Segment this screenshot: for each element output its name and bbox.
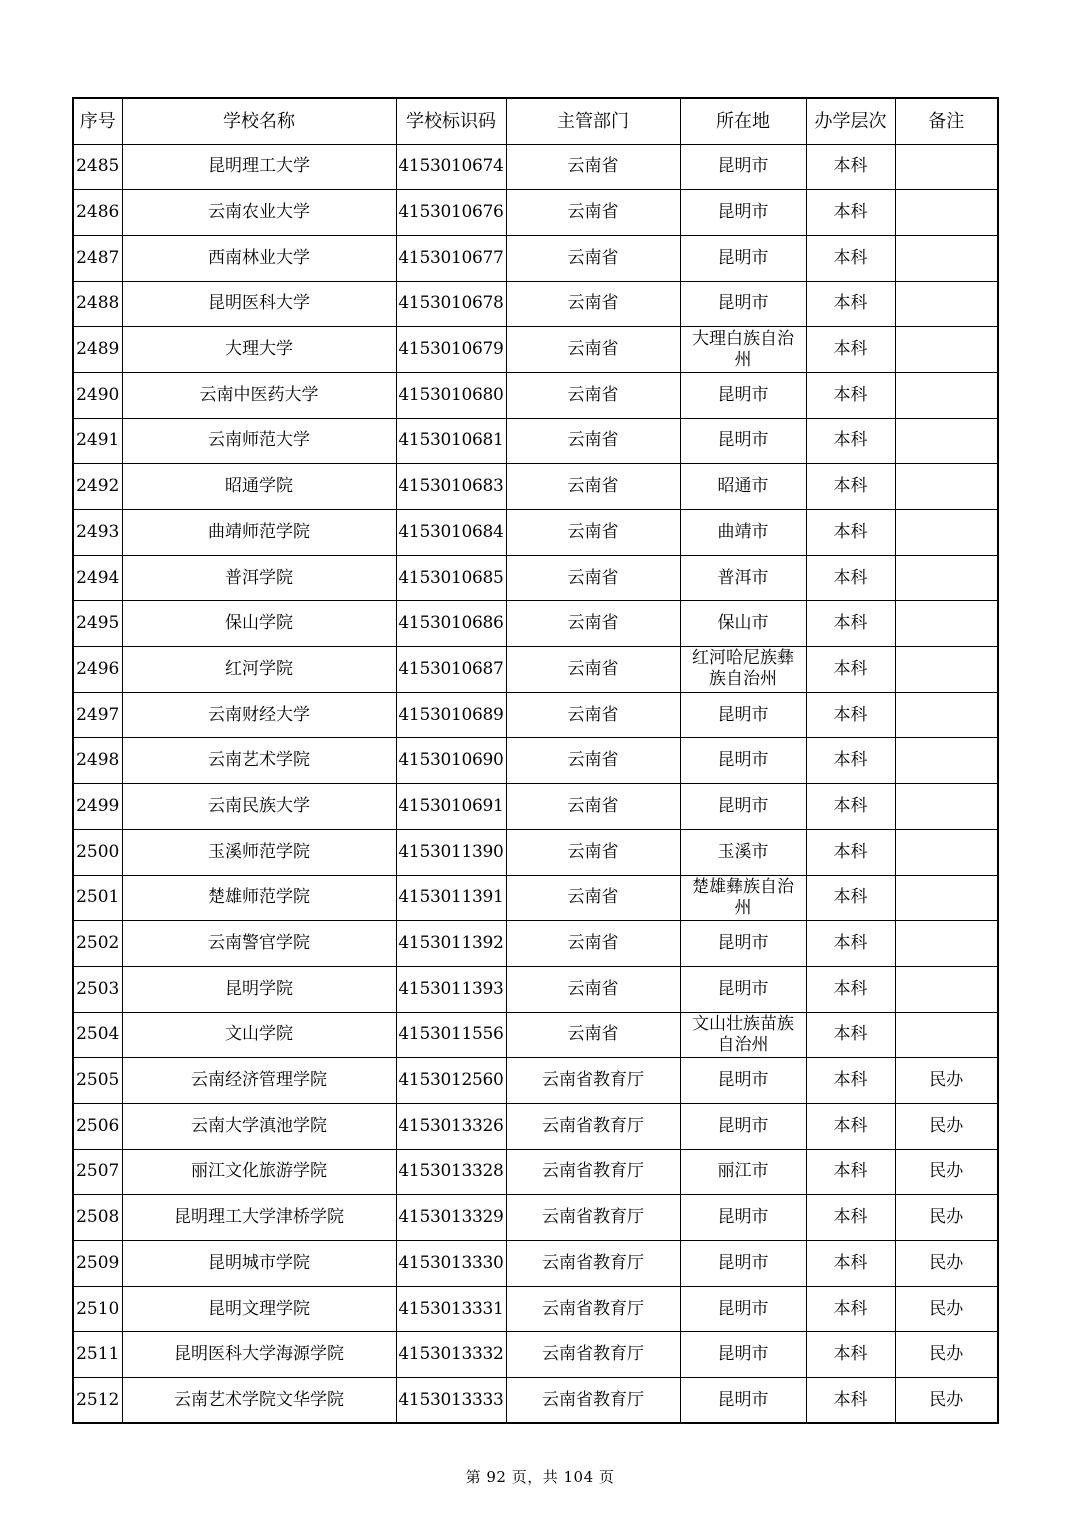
cell-location: 丽江市 — [680, 1149, 806, 1195]
cell-level: 本科 — [806, 1195, 895, 1241]
cell-remarks: 民办 — [895, 1195, 998, 1241]
cell-remarks — [895, 144, 998, 190]
cell-school-code: 4153012560 — [396, 1058, 506, 1104]
cell-level: 本科 — [806, 1241, 895, 1287]
cell-school-name: 红河学院 — [122, 647, 396, 693]
cell-index: 2494 — [73, 555, 122, 601]
cell-index: 2490 — [73, 372, 122, 418]
cell-school-code: 4153010684 — [396, 510, 506, 556]
cell-level: 本科 — [806, 692, 895, 738]
cell-remarks: 民办 — [895, 1241, 998, 1287]
cell-department: 云南省教育厅 — [506, 1378, 680, 1424]
cell-level: 本科 — [806, 281, 895, 327]
cell-remarks — [895, 921, 998, 967]
cell-school-name: 云南艺术学院 — [122, 738, 396, 784]
table-body — [73, 144, 998, 1423]
cell-department: 云南省 — [506, 784, 680, 830]
table-row — [73, 235, 998, 281]
cell-level: 本科 — [806, 510, 895, 556]
cell-school-name: 昆明城市学院 — [122, 1241, 396, 1287]
cell-index: 2485 — [73, 144, 122, 190]
cell-level: 本科 — [806, 829, 895, 875]
cell-remarks — [895, 875, 998, 921]
col-header-school-code: 学校标识码 — [396, 98, 506, 144]
cell-department: 云南省 — [506, 875, 680, 921]
location-text: 大理白族自治州 — [692, 328, 794, 370]
cell-level: 本科 — [806, 1012, 895, 1058]
cell-remarks — [895, 601, 998, 647]
cell-school-code: 4153011391 — [396, 875, 506, 921]
cell-remarks — [895, 327, 998, 373]
cell-index: 2491 — [73, 418, 122, 464]
table-row — [73, 1378, 998, 1424]
cell-school-name: 云南经济管理学院 — [122, 1058, 396, 1104]
cell-index: 2511 — [73, 1332, 122, 1378]
cell-level: 本科 — [806, 1332, 895, 1378]
cell-location: 保山市 — [680, 601, 806, 647]
cell-school-code: 4153013329 — [396, 1195, 506, 1241]
table-row — [73, 418, 998, 464]
cell-level: 本科 — [806, 921, 895, 967]
cell-level: 本科 — [806, 875, 895, 921]
cell-location: 昆明市 — [680, 235, 806, 281]
cell-school-name: 云南大学滇池学院 — [122, 1103, 396, 1149]
cell-level: 本科 — [806, 464, 895, 510]
cell-remarks — [895, 738, 998, 784]
cell-department: 云南省教育厅 — [506, 1286, 680, 1332]
location-text: 文山壮族苗族自治州 — [692, 1013, 794, 1055]
cell-remarks: 民办 — [895, 1149, 998, 1195]
cell-department: 云南省 — [506, 829, 680, 875]
table-row — [73, 510, 998, 556]
cell-department: 云南省教育厅 — [506, 1149, 680, 1195]
cell-remarks — [895, 1012, 998, 1058]
cell-location: 昆明市 — [680, 1378, 806, 1424]
cell-school-code: 4153010676 — [396, 190, 506, 236]
cell-level: 本科 — [806, 738, 895, 784]
cell-department: 云南省 — [506, 555, 680, 601]
table-row — [73, 190, 998, 236]
cell-remarks: 民办 — [895, 1286, 998, 1332]
cell-level: 本科 — [806, 1149, 895, 1195]
cell-index: 2500 — [73, 829, 122, 875]
cell-index: 2499 — [73, 784, 122, 830]
cell-level: 本科 — [806, 190, 895, 236]
cell-school-name: 昆明学院 — [122, 966, 396, 1012]
cell-school-code: 4153011390 — [396, 829, 506, 875]
cell-school-name: 楚雄师范学院 — [122, 875, 396, 921]
cell-index: 2495 — [73, 601, 122, 647]
cell-remarks — [895, 510, 998, 556]
cell-location — [680, 875, 806, 921]
cell-level: 本科 — [806, 1058, 895, 1104]
cell-school-name: 昭通学院 — [122, 464, 396, 510]
col-header-remarks: 备注 — [895, 98, 998, 144]
cell-department: 云南省 — [506, 281, 680, 327]
cell-location: 昆明市 — [680, 1332, 806, 1378]
cell-location: 昆明市 — [680, 281, 806, 327]
cell-school-code: 4153013333 — [396, 1378, 506, 1424]
cell-department: 云南省 — [506, 190, 680, 236]
cell-department: 云南省 — [506, 738, 680, 784]
table-row — [73, 784, 998, 830]
page-footer: 第 92 页，共 104 页 — [465, 1468, 615, 1486]
cell-index: 2498 — [73, 738, 122, 784]
cell-level: 本科 — [806, 235, 895, 281]
cell-location: 玉溪市 — [680, 829, 806, 875]
cell-remarks — [895, 464, 998, 510]
cell-department: 云南省教育厅 — [506, 1103, 680, 1149]
cell-department: 云南省 — [506, 921, 680, 967]
cell-school-name: 云南师范大学 — [122, 418, 396, 464]
cell-school-code: 4153010691 — [396, 784, 506, 830]
cell-school-name: 玉溪师范学院 — [122, 829, 396, 875]
cell-index: 2487 — [73, 235, 122, 281]
cell-location — [680, 327, 806, 373]
cell-department: 云南省教育厅 — [506, 1058, 680, 1104]
cell-index: 2501 — [73, 875, 122, 921]
cell-location: 昆明市 — [680, 1286, 806, 1332]
table-row — [73, 829, 998, 875]
cell-school-name: 丽江文化旅游学院 — [122, 1149, 396, 1195]
table-row — [73, 1149, 998, 1195]
cell-school-name: 普洱学院 — [122, 555, 396, 601]
cell-remarks: 民办 — [895, 1058, 998, 1104]
cell-school-name: 昆明理工大学 — [122, 144, 396, 190]
cell-school-code: 4153010689 — [396, 692, 506, 738]
cell-location: 昆明市 — [680, 921, 806, 967]
cell-location: 昆明市 — [680, 966, 806, 1012]
cell-level: 本科 — [806, 1286, 895, 1332]
cell-location — [680, 647, 806, 693]
table-row — [73, 1103, 998, 1149]
cell-remarks — [895, 190, 998, 236]
cell-school-code: 4153010680 — [396, 372, 506, 418]
header-row — [73, 98, 998, 144]
cell-school-name: 保山学院 — [122, 601, 396, 647]
cell-department: 云南省 — [506, 601, 680, 647]
cell-school-code: 4153010690 — [396, 738, 506, 784]
cell-school-name: 云南艺术学院文华学院 — [122, 1378, 396, 1424]
cell-index: 2506 — [73, 1103, 122, 1149]
cell-location: 昆明市 — [680, 1241, 806, 1287]
cell-school-name: 云南财经大学 — [122, 692, 396, 738]
cell-school-code: 4153011393 — [396, 966, 506, 1012]
cell-level: 本科 — [806, 784, 895, 830]
table-row — [73, 555, 998, 601]
cell-remarks — [895, 966, 998, 1012]
cell-index: 2505 — [73, 1058, 122, 1104]
cell-school-code: 4153011556 — [396, 1012, 506, 1058]
cell-school-name: 昆明理工大学津桥学院 — [122, 1195, 396, 1241]
cell-school-name: 大理大学 — [122, 327, 396, 373]
cell-level: 本科 — [806, 418, 895, 464]
cell-school-code: 4153013328 — [396, 1149, 506, 1195]
table-row — [73, 692, 998, 738]
table-row — [73, 464, 998, 510]
cell-index: 2492 — [73, 464, 122, 510]
cell-location: 昆明市 — [680, 738, 806, 784]
cell-index: 2493 — [73, 510, 122, 556]
cell-department: 云南省 — [506, 692, 680, 738]
cell-level: 本科 — [806, 372, 895, 418]
cell-department: 云南省 — [506, 966, 680, 1012]
cell-school-name: 文山学院 — [122, 1012, 396, 1058]
cell-index: 2488 — [73, 281, 122, 327]
cell-department: 云南省 — [506, 464, 680, 510]
schools-table — [72, 97, 999, 1424]
col-header-department: 主管部门 — [506, 98, 680, 144]
cell-school-name: 昆明医科大学海源学院 — [122, 1332, 396, 1378]
cell-index: 2507 — [73, 1149, 122, 1195]
cell-school-code: 4153013331 — [396, 1286, 506, 1332]
cell-department: 云南省 — [506, 235, 680, 281]
cell-location: 昭通市 — [680, 464, 806, 510]
table-row — [73, 1286, 998, 1332]
cell-school-name: 昆明文理学院 — [122, 1286, 396, 1332]
cell-department: 云南省 — [506, 372, 680, 418]
cell-department: 云南省 — [506, 418, 680, 464]
table-row — [73, 144, 998, 190]
cell-index: 2502 — [73, 921, 122, 967]
cell-school-code: 4153011392 — [396, 921, 506, 967]
table-row — [73, 966, 998, 1012]
cell-school-code: 4153013332 — [396, 1332, 506, 1378]
cell-department: 云南省 — [506, 144, 680, 190]
table-row — [73, 875, 998, 921]
table-row — [73, 372, 998, 418]
cell-index: 2486 — [73, 190, 122, 236]
cell-department: 云南省 — [506, 510, 680, 556]
cell-department: 云南省 — [506, 327, 680, 373]
table-row — [73, 1241, 998, 1287]
cell-school-name: 西南林业大学 — [122, 235, 396, 281]
cell-level: 本科 — [806, 327, 895, 373]
cell-level: 本科 — [806, 1378, 895, 1424]
cell-school-name: 云南警官学院 — [122, 921, 396, 967]
cell-school-name: 云南中医药大学 — [122, 372, 396, 418]
cell-index: 2508 — [73, 1195, 122, 1241]
cell-location: 曲靖市 — [680, 510, 806, 556]
table-row — [73, 921, 998, 967]
cell-school-name: 云南民族大学 — [122, 784, 396, 830]
cell-remarks — [895, 418, 998, 464]
col-header-level: 办学层次 — [806, 98, 895, 144]
table-row — [73, 281, 998, 327]
cell-school-code: 4153013330 — [396, 1241, 506, 1287]
cell-remarks — [895, 692, 998, 738]
cell-remarks: 民办 — [895, 1332, 998, 1378]
cell-remarks: 民办 — [895, 1103, 998, 1149]
cell-department: 云南省 — [506, 647, 680, 693]
cell-location: 昆明市 — [680, 190, 806, 236]
cell-location: 普洱市 — [680, 555, 806, 601]
cell-level: 本科 — [806, 601, 895, 647]
table-row — [73, 738, 998, 784]
col-header-location: 所在地 — [680, 98, 806, 144]
cell-level: 本科 — [806, 1103, 895, 1149]
cell-remarks — [895, 555, 998, 601]
table-row — [73, 647, 998, 693]
cell-location: 昆明市 — [680, 1195, 806, 1241]
cell-school-code: 4153010683 — [396, 464, 506, 510]
cell-remarks — [895, 235, 998, 281]
cell-school-code: 4153010685 — [396, 555, 506, 601]
cell-remarks — [895, 829, 998, 875]
cell-department: 云南省教育厅 — [506, 1195, 680, 1241]
cell-school-code: 4153010687 — [396, 647, 506, 693]
location-text: 红河哈尼族彝族自治州 — [692, 648, 794, 690]
cell-remarks: 民办 — [895, 1378, 998, 1424]
cell-level: 本科 — [806, 647, 895, 693]
col-header-school-name: 学校名称 — [122, 98, 396, 144]
cell-location: 昆明市 — [680, 418, 806, 464]
cell-location: 昆明市 — [680, 1103, 806, 1149]
cell-remarks — [895, 281, 998, 327]
cell-location: 昆明市 — [680, 784, 806, 830]
cell-location — [680, 1012, 806, 1058]
cell-school-code: 4153010681 — [396, 418, 506, 464]
cell-remarks — [895, 647, 998, 693]
cell-index: 2510 — [73, 1286, 122, 1332]
cell-index: 2512 — [73, 1378, 122, 1424]
table-row — [73, 1058, 998, 1104]
cell-school-name: 昆明医科大学 — [122, 281, 396, 327]
cell-level: 本科 — [806, 144, 895, 190]
cell-location: 昆明市 — [680, 372, 806, 418]
cell-department: 云南省教育厅 — [506, 1332, 680, 1378]
cell-school-code: 4153010686 — [396, 601, 506, 647]
table-row — [73, 1195, 998, 1241]
cell-department: 云南省 — [506, 1012, 680, 1058]
col-header-index: 序号 — [73, 98, 122, 144]
cell-location: 昆明市 — [680, 692, 806, 738]
cell-school-code: 4153010678 — [396, 281, 506, 327]
cell-index: 2504 — [73, 1012, 122, 1058]
cell-school-name: 云南农业大学 — [122, 190, 396, 236]
cell-index: 2497 — [73, 692, 122, 738]
cell-index: 2496 — [73, 647, 122, 693]
cell-index: 2503 — [73, 966, 122, 1012]
cell-level: 本科 — [806, 555, 895, 601]
cell-school-code: 4153013326 — [396, 1103, 506, 1149]
cell-school-code: 4153010679 — [396, 327, 506, 373]
cell-index: 2489 — [73, 327, 122, 373]
cell-school-name: 曲靖师范学院 — [122, 510, 396, 556]
cell-school-code: 4153010677 — [396, 235, 506, 281]
table-row — [73, 1012, 998, 1058]
cell-location: 昆明市 — [680, 1058, 806, 1104]
location-text: 楚雄彝族自治州 — [692, 876, 794, 918]
cell-level: 本科 — [806, 966, 895, 1012]
cell-department: 云南省教育厅 — [506, 1241, 680, 1287]
table-row — [73, 327, 998, 373]
cell-remarks — [895, 372, 998, 418]
table-row — [73, 1332, 998, 1378]
cell-remarks — [895, 784, 998, 830]
table-row — [73, 601, 998, 647]
cell-school-code: 4153010674 — [396, 144, 506, 190]
cell-location: 昆明市 — [680, 144, 806, 190]
cell-index: 2509 — [73, 1241, 122, 1287]
